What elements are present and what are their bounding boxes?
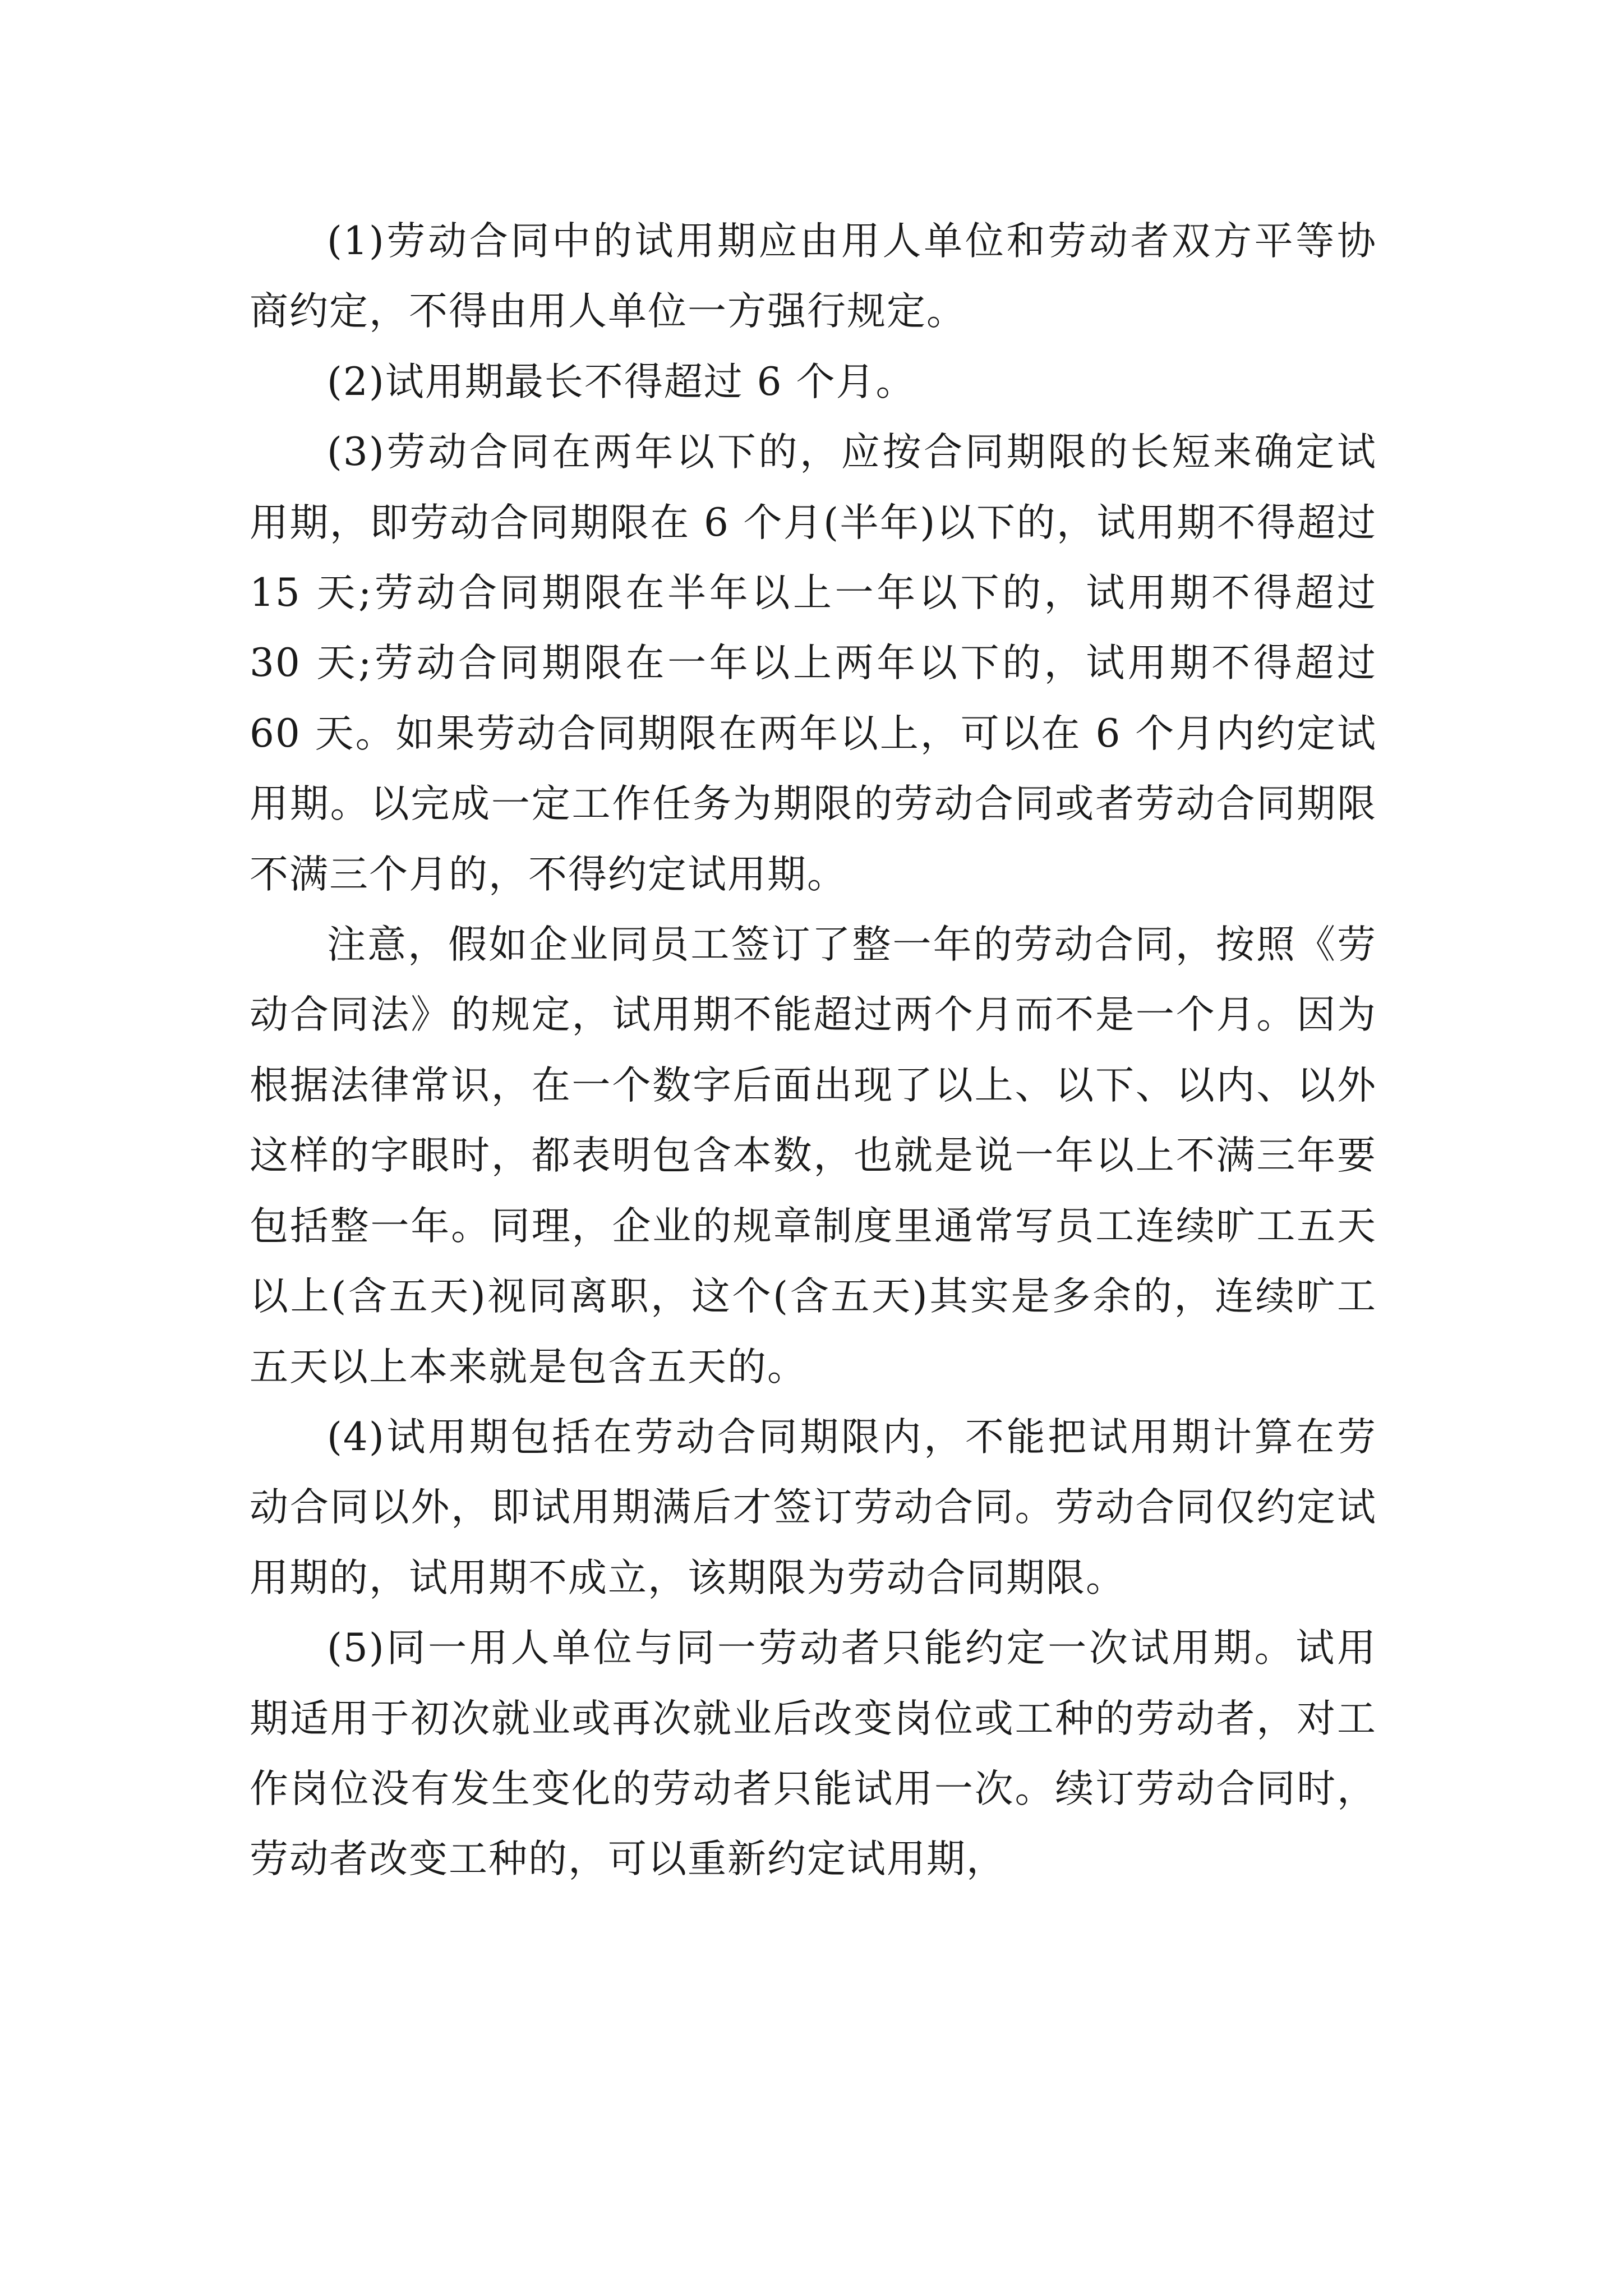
paragraph-probation-negotiation: (1)劳动合同中的试用期应由用人单位和劳动者双方平等协商约定，不得由用人单位一方强行规定。 xyxy=(250,219,1377,334)
paragraph-single-probation: (5)同一用人单位与同一劳动者只能约定一次试用期。试用期适用于初次就业或再次就业后改变岗位或工种的劳动者，对工作岗位没有发生变化的劳动者只能试用一次。续订劳动合同时，劳动者改变工种的，可以重新约定试用期， xyxy=(250,1626,1377,1882)
paragraph-probation-within-contract: (4)试用期包括在劳动合同期限内，不能把试用期计算在劳动合同以外，即试用期满后才签订劳动合同。劳动合同仅约定试用期的，试用期不成立，该期限为劳动合同期限。 xyxy=(250,1414,1377,1600)
paragraph-note-inclusive-numbers: 注意，假如企业同员工签订了整一年的劳动合同，按照《劳动合同法》的规定，试用期不能超过两个月而不是一个月。因为根据法律常识，在一个数字后面出现了以上、以下、以内、以外这样的字眼时，都表明包含本数，也就是说一年以上不满三年要包括整一年。同理，企业的规章制度里通常写员工连续旷工五天以上(含五天)视同离职，这个(含五天)其实是多余的，连续旷工五天以上本来就是包含五天的。 xyxy=(250,922,1377,1389)
document-body xyxy=(250,206,1377,1895)
paragraph-probation-by-contract-term: (3)劳动合同在两年以下的，应按合同期限的长短来确定试用期，即劳动合同期限在 6 个月(半年)以下的，试用期不得超过 15 天;劳动合同期限在半年以上一年以下的，试用期不得超过 30 天;劳动合同期限在一年以上两年以下的，试用期不得超过 60 天。如果劳动合同期限在两年以上，可以在 6 个月内约定试用期。以完成一定工作任务为期限的劳动合同或者劳动合同期限不满三个月的，不得约定试用期。 xyxy=(250,430,1377,897)
paragraph-probation-max-length: (2)试用期最长不得超过 6 个月。 xyxy=(327,359,916,404)
